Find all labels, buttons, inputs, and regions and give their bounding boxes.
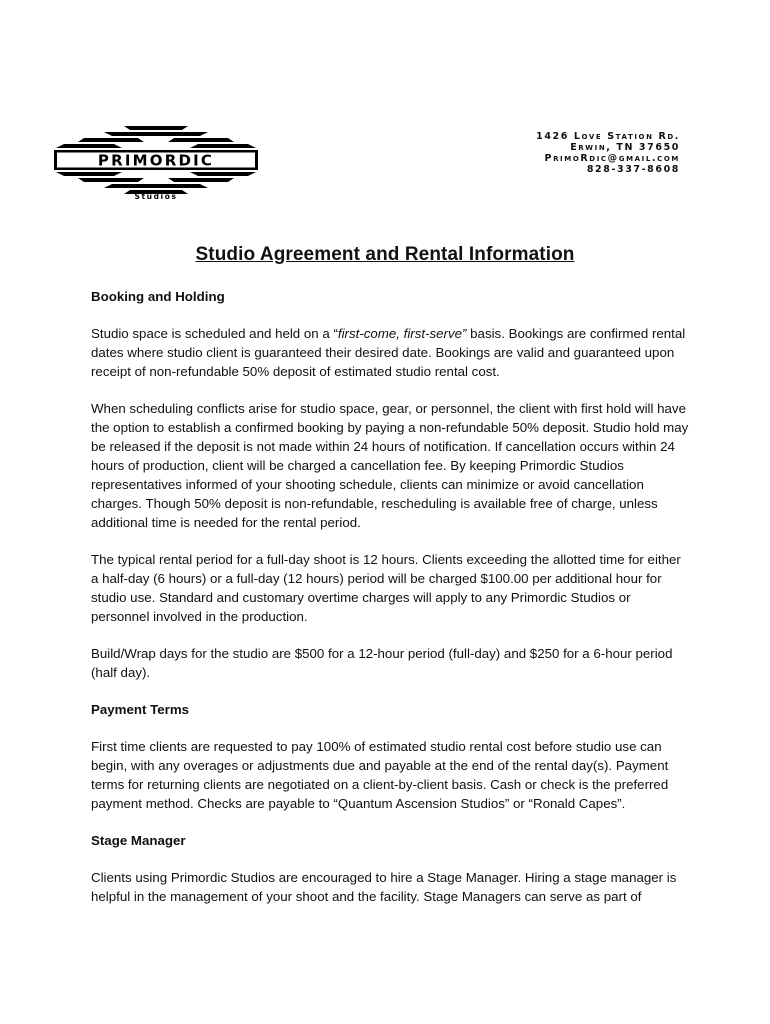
document-body — [91, 287, 691, 924]
booking-p1-text-b: basis. Bookings are confirmed rental dates where studio client is guaranteed their desired date. Bookings are valid and guaranteed upon receipt of non-refundable 50% deposit of estimated studio rental cost. — [91, 326, 686, 379]
address-email: PrimoRdic@gmail.com — [544, 153, 680, 164]
booking-paragraph-2: When scheduling conflicts arise for studio space, gear, or personnel, the client with first hold will have the option to establish a confirmed booking by paying a non-refundable 50% deposit. Studio hold may be released if the deposit is not made within 24 hours of notification. If cancellation occurs within 24 hours of production, client will be charged a cancellation fee. By keeping Primordic Studios representatives informed of your shooting schedule, clients can minimize or avoid cancellation charges. Though 50% deposit is non-refundable, rescheduling is available free of charge, unless additional time is needed for the rental period. — [91, 401, 689, 530]
document-title: Studio Agreement and Rental Information — [195, 244, 575, 265]
studio-address-block — [536, 131, 680, 175]
booking-p1-text-a: Studio space is scheduled and held on a “ — [91, 326, 338, 341]
payment-paragraph-1: First time clients are requested to pay 100% of estimated studio rental cost before studio use can begin, with any overages or adjustments due and payable at the end of the rental day(s). Payment terms for returning clients are negotiated on a client-by-client basis. Cash or check is the preferred payment method. Checks are payable to “Quantum Ascension Studios” or “Ronald Capes”. — [91, 739, 669, 811]
booking-paragraph-4: Build/Wrap days for the studio are $500 for a 12-hour period (full-day) and $250 for a 6-hour period (half day). — [91, 646, 673, 680]
booking-paragraph-1 — [91, 324, 691, 381]
primordic-studios-logo — [54, 124, 258, 200]
booking-paragraph-3: The typical rental period for a full-day shoot is 12 hours. Clients exceeding the allotted time for either a half-day (6 hours) or a full-day (12 hours) period will be charged $100.00 per additional hour for studio use. Standard and customary overtime charges will apply to any Primordic Studios or personnel involved in the production. — [91, 552, 681, 624]
address-city: Erwin, TN 37650 — [570, 142, 680, 153]
address-phone: 828-337-8608 — [586, 164, 680, 175]
logo-wordmark: PRIMORDIC — [97, 151, 215, 170]
logo-subtitle: Studios — [134, 192, 178, 200]
heading-stage-manager: Stage Manager — [91, 833, 186, 848]
booking-p1-emphasis: first-come, first-serve” — [337, 326, 467, 341]
heading-payment-terms: Payment Terms — [91, 702, 190, 717]
stage-paragraph-1: Clients using Primordic Studios are encouraged to hire a Stage Manager. Hiring a stage manager is helpful in the management of your shoot and the facility. Stage Managers can serve as part of — [91, 870, 677, 904]
heading-booking-and-holding: Booking and Holding — [91, 289, 225, 304]
address-street: 1426 Love Station Rd. — [536, 131, 680, 142]
